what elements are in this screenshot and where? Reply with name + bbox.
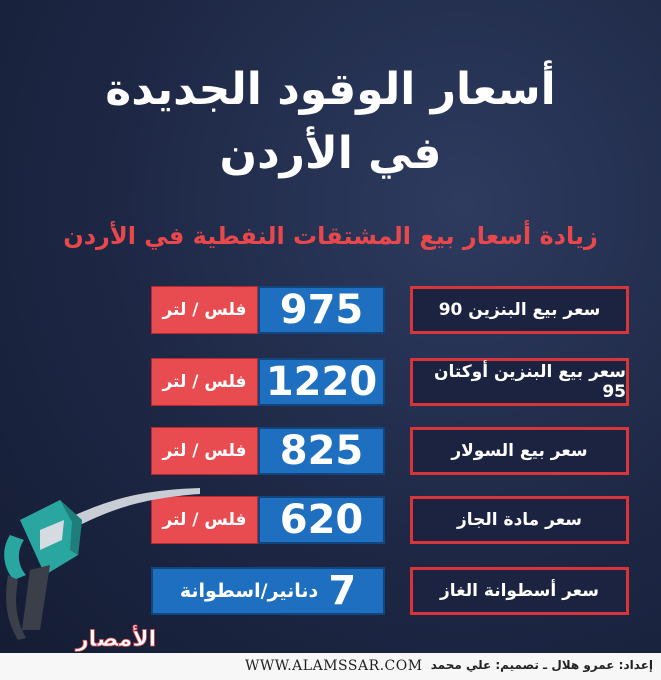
alamssar-logo <box>18 622 157 656</box>
price-value-benzine-95: 1220 <box>258 358 385 406</box>
price-value-benzine-90: 975 <box>258 286 385 334</box>
price-label-diesel: سعر بيع السولار <box>410 427 629 475</box>
logo-text: الأمصار <box>76 627 157 652</box>
price-value-gas-cylinder: 7 <box>328 568 357 614</box>
price-label-benzine-90: سعر بيع البنزين 90 <box>410 286 629 334</box>
price-value-kerosene: 620 <box>258 496 385 544</box>
subtitle: زيادة أسعار بيع المشتقات النفطية في الأردن <box>63 222 598 250</box>
price-unit-kerosene: فلس / لتر <box>151 496 258 544</box>
price-unit-diesel: فلس / لتر <box>151 427 258 475</box>
price-label-benzine-95: سعر بيع البنزين أوكتان 95 <box>410 358 629 406</box>
price-label-kerosene: سعر مادة الجاز <box>410 496 629 544</box>
price-label-gas-cylinder: سعر أسطوانة الغاز <box>410 567 629 615</box>
page-title-line2: في الأردن <box>219 128 442 179</box>
price-value-diesel: 825 <box>258 427 385 475</box>
price-unit-benzine-90: فلس / لتر <box>151 286 258 334</box>
credits-text: إعداد: عمرو هلال ـ تصميم: علي محمد <box>430 658 653 672</box>
price-unit-gas-cylinder: دنانير/اسطوانة <box>179 580 319 602</box>
price-unit-benzine-95: فلس / لتر <box>151 358 258 406</box>
website-link[interactable]: WWW.ALAMSSAR.COM <box>245 658 423 674</box>
footer-bar <box>0 653 661 680</box>
page-title-line1: أسعار الوقود الجديدة <box>105 64 556 115</box>
